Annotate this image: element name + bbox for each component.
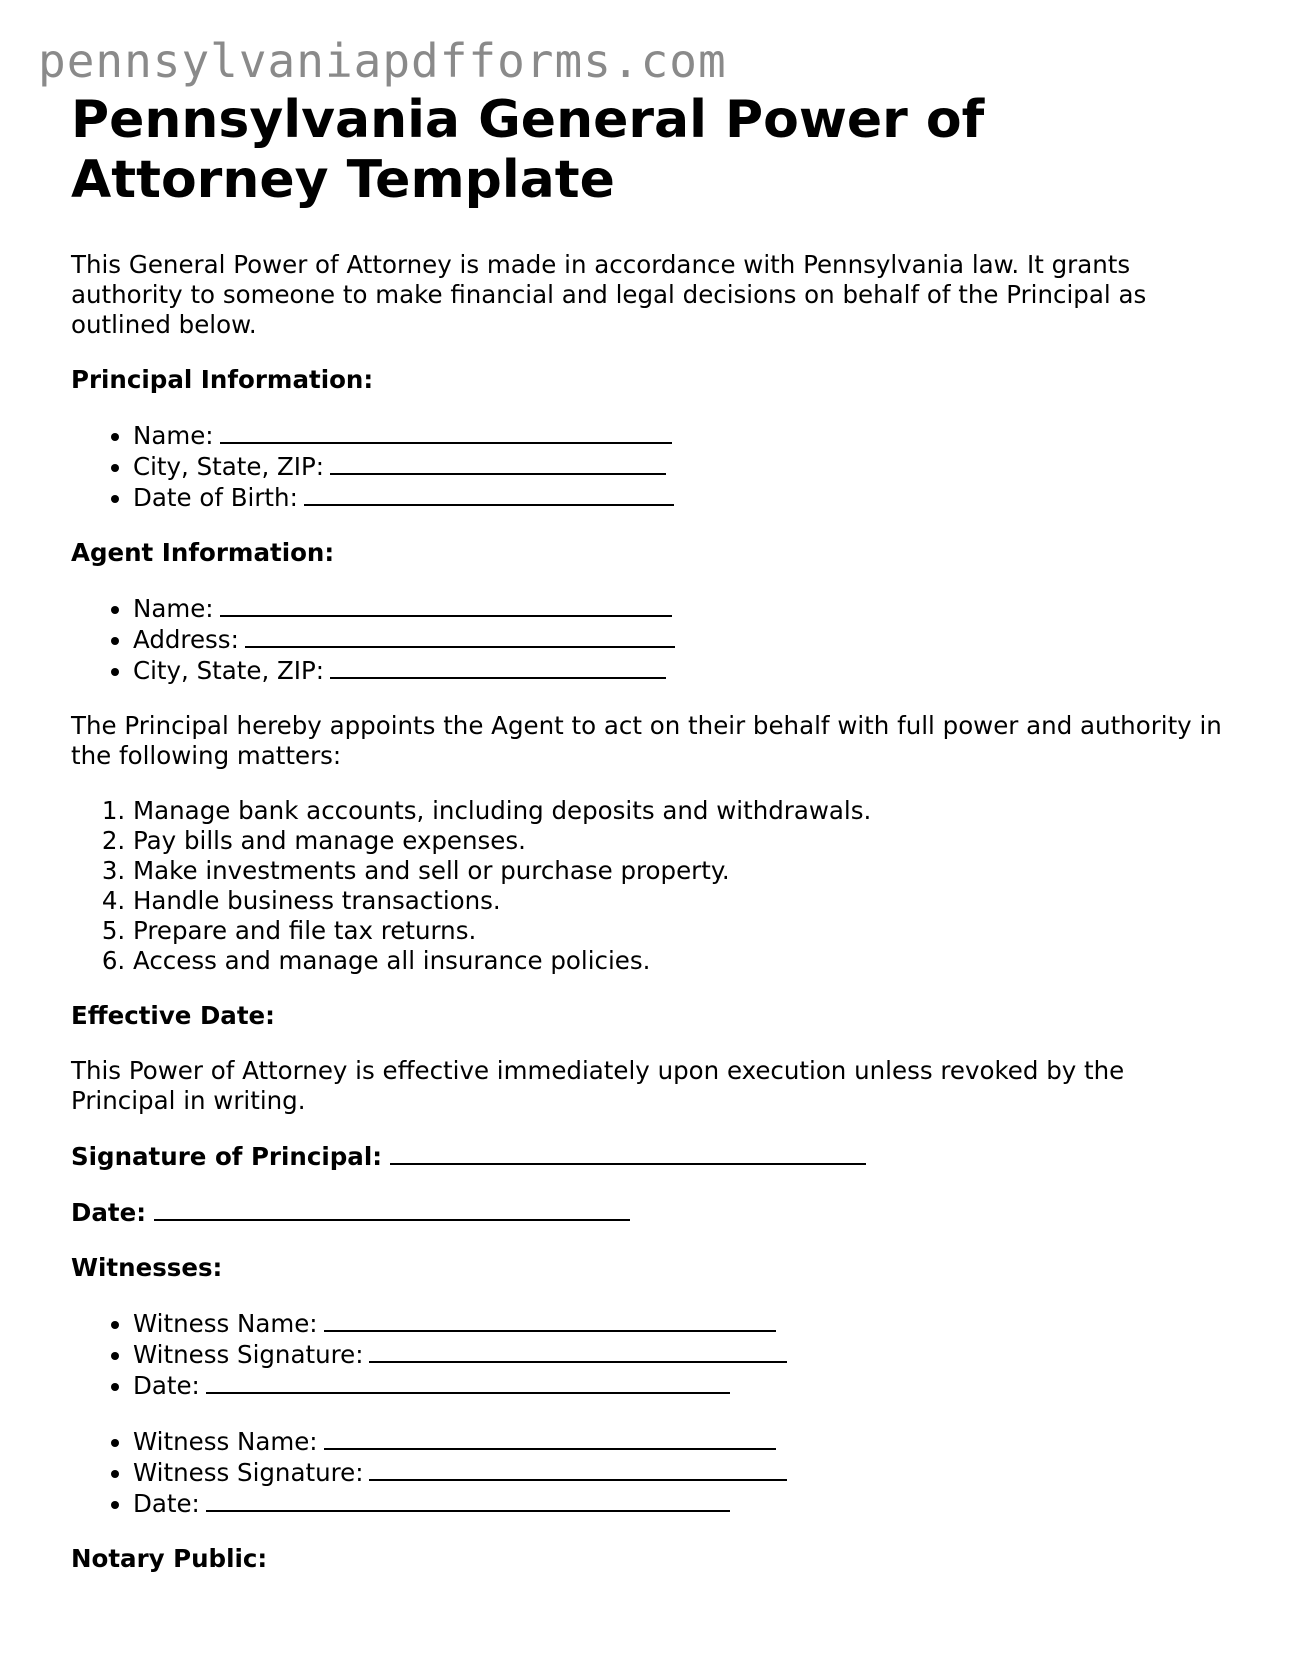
field-label: Address: bbox=[133, 625, 239, 654]
date-label: Date: bbox=[71, 1198, 146, 1227]
agent-fields bbox=[71, 593, 1231, 686]
field-label: Name: bbox=[133, 594, 214, 623]
field-label: Witness Name: bbox=[133, 1427, 318, 1456]
agent-city-blank[interactable] bbox=[330, 655, 666, 679]
power-item: 5. Prepare and file tax returns. bbox=[133, 916, 1231, 946]
page-title: Pennsylvania General Power of Attorney Template bbox=[71, 90, 985, 210]
effective-date-heading: Effective Date: bbox=[71, 1001, 275, 1030]
witness-1-date-field bbox=[133, 1370, 1231, 1401]
power-item: 4. Handle business transactions. bbox=[133, 886, 1231, 916]
principal-heading: Principal Information: bbox=[71, 365, 374, 394]
agent-address-blank[interactable] bbox=[245, 624, 675, 648]
site-watermark: pennsylvaniapdfforms.com bbox=[38, 34, 727, 88]
power-item: 6. Access and manage all insurance policies. bbox=[133, 946, 1231, 976]
field-label: Date of Birth: bbox=[133, 483, 298, 512]
principal-name-field bbox=[133, 420, 1231, 451]
principal-name-blank[interactable] bbox=[220, 420, 672, 444]
effective-date-paragraph: This Power of Attorney is effective immediately upon execution unless revoked by the Principal in writing. bbox=[71, 1056, 1125, 1115]
field-label: Date: bbox=[133, 1371, 200, 1400]
field-label: Name: bbox=[133, 421, 214, 450]
powers-list bbox=[71, 796, 1231, 976]
field-label: Date: bbox=[133, 1489, 200, 1518]
principal-signature-line bbox=[71, 1141, 1231, 1172]
principal-city-field bbox=[133, 451, 1231, 482]
notary-heading: Notary Public: bbox=[71, 1544, 268, 1573]
witness-1-name-blank[interactable] bbox=[324, 1308, 776, 1332]
principal-dob-field bbox=[133, 482, 1231, 513]
field-label: Witness Name: bbox=[133, 1309, 318, 1338]
witness-2-name-field bbox=[133, 1426, 1231, 1457]
signature-date-line bbox=[71, 1197, 1231, 1228]
witness-2-name-blank[interactable] bbox=[324, 1426, 776, 1450]
principal-dob-blank[interactable] bbox=[304, 482, 674, 506]
witness-2-signature-blank[interactable] bbox=[369, 1457, 787, 1481]
appointment-paragraph: The Principal hereby appoints the Agent to act on their behalf with full power and authority in the following matters: bbox=[71, 711, 1222, 770]
witness-group-2 bbox=[71, 1426, 1231, 1519]
witness-group-1 bbox=[71, 1308, 1231, 1401]
witness-2-date-field bbox=[133, 1488, 1231, 1519]
witness-1-signature-blank[interactable] bbox=[369, 1339, 787, 1363]
power-item: 2. Pay bills and manage expenses. bbox=[133, 826, 1231, 856]
agent-name-blank[interactable] bbox=[220, 593, 672, 617]
principal-city-blank[interactable] bbox=[330, 451, 666, 475]
witness-1-date-blank[interactable] bbox=[206, 1370, 730, 1394]
agent-heading: Agent Information: bbox=[71, 538, 335, 567]
witnesses-heading: Witnesses: bbox=[71, 1253, 223, 1282]
field-label: City, State, ZIP: bbox=[133, 452, 325, 481]
principal-signature-blank[interactable] bbox=[390, 1141, 866, 1165]
field-label: Witness Signature: bbox=[133, 1458, 364, 1487]
intro-paragraph: This General Power of Attorney is made in accordance with Pennsylvania law. It grants authority to someone to make financial and legal decisions on behalf of the Principal as outlined below. bbox=[71, 250, 1147, 339]
field-label: Witness Signature: bbox=[133, 1340, 364, 1369]
witness-1-signature-field bbox=[133, 1339, 1231, 1370]
power-item: 3. Make investments and sell or purchase property. bbox=[133, 856, 1231, 886]
agent-city-field bbox=[133, 655, 1231, 686]
document-body bbox=[71, 90, 1231, 1599]
signature-label: Signature of Principal: bbox=[71, 1142, 383, 1171]
agent-name-field bbox=[133, 593, 1231, 624]
principal-fields bbox=[71, 420, 1231, 513]
witness-2-signature-field bbox=[133, 1457, 1231, 1488]
agent-address-field bbox=[133, 624, 1231, 655]
field-label: City, State, ZIP: bbox=[133, 656, 325, 685]
signature-date-blank[interactable] bbox=[154, 1197, 630, 1221]
witness-1-name-field bbox=[133, 1308, 1231, 1339]
witness-2-date-blank[interactable] bbox=[206, 1488, 730, 1512]
power-item: 1. Manage bank accounts, including deposits and withdrawals. bbox=[133, 796, 1231, 826]
